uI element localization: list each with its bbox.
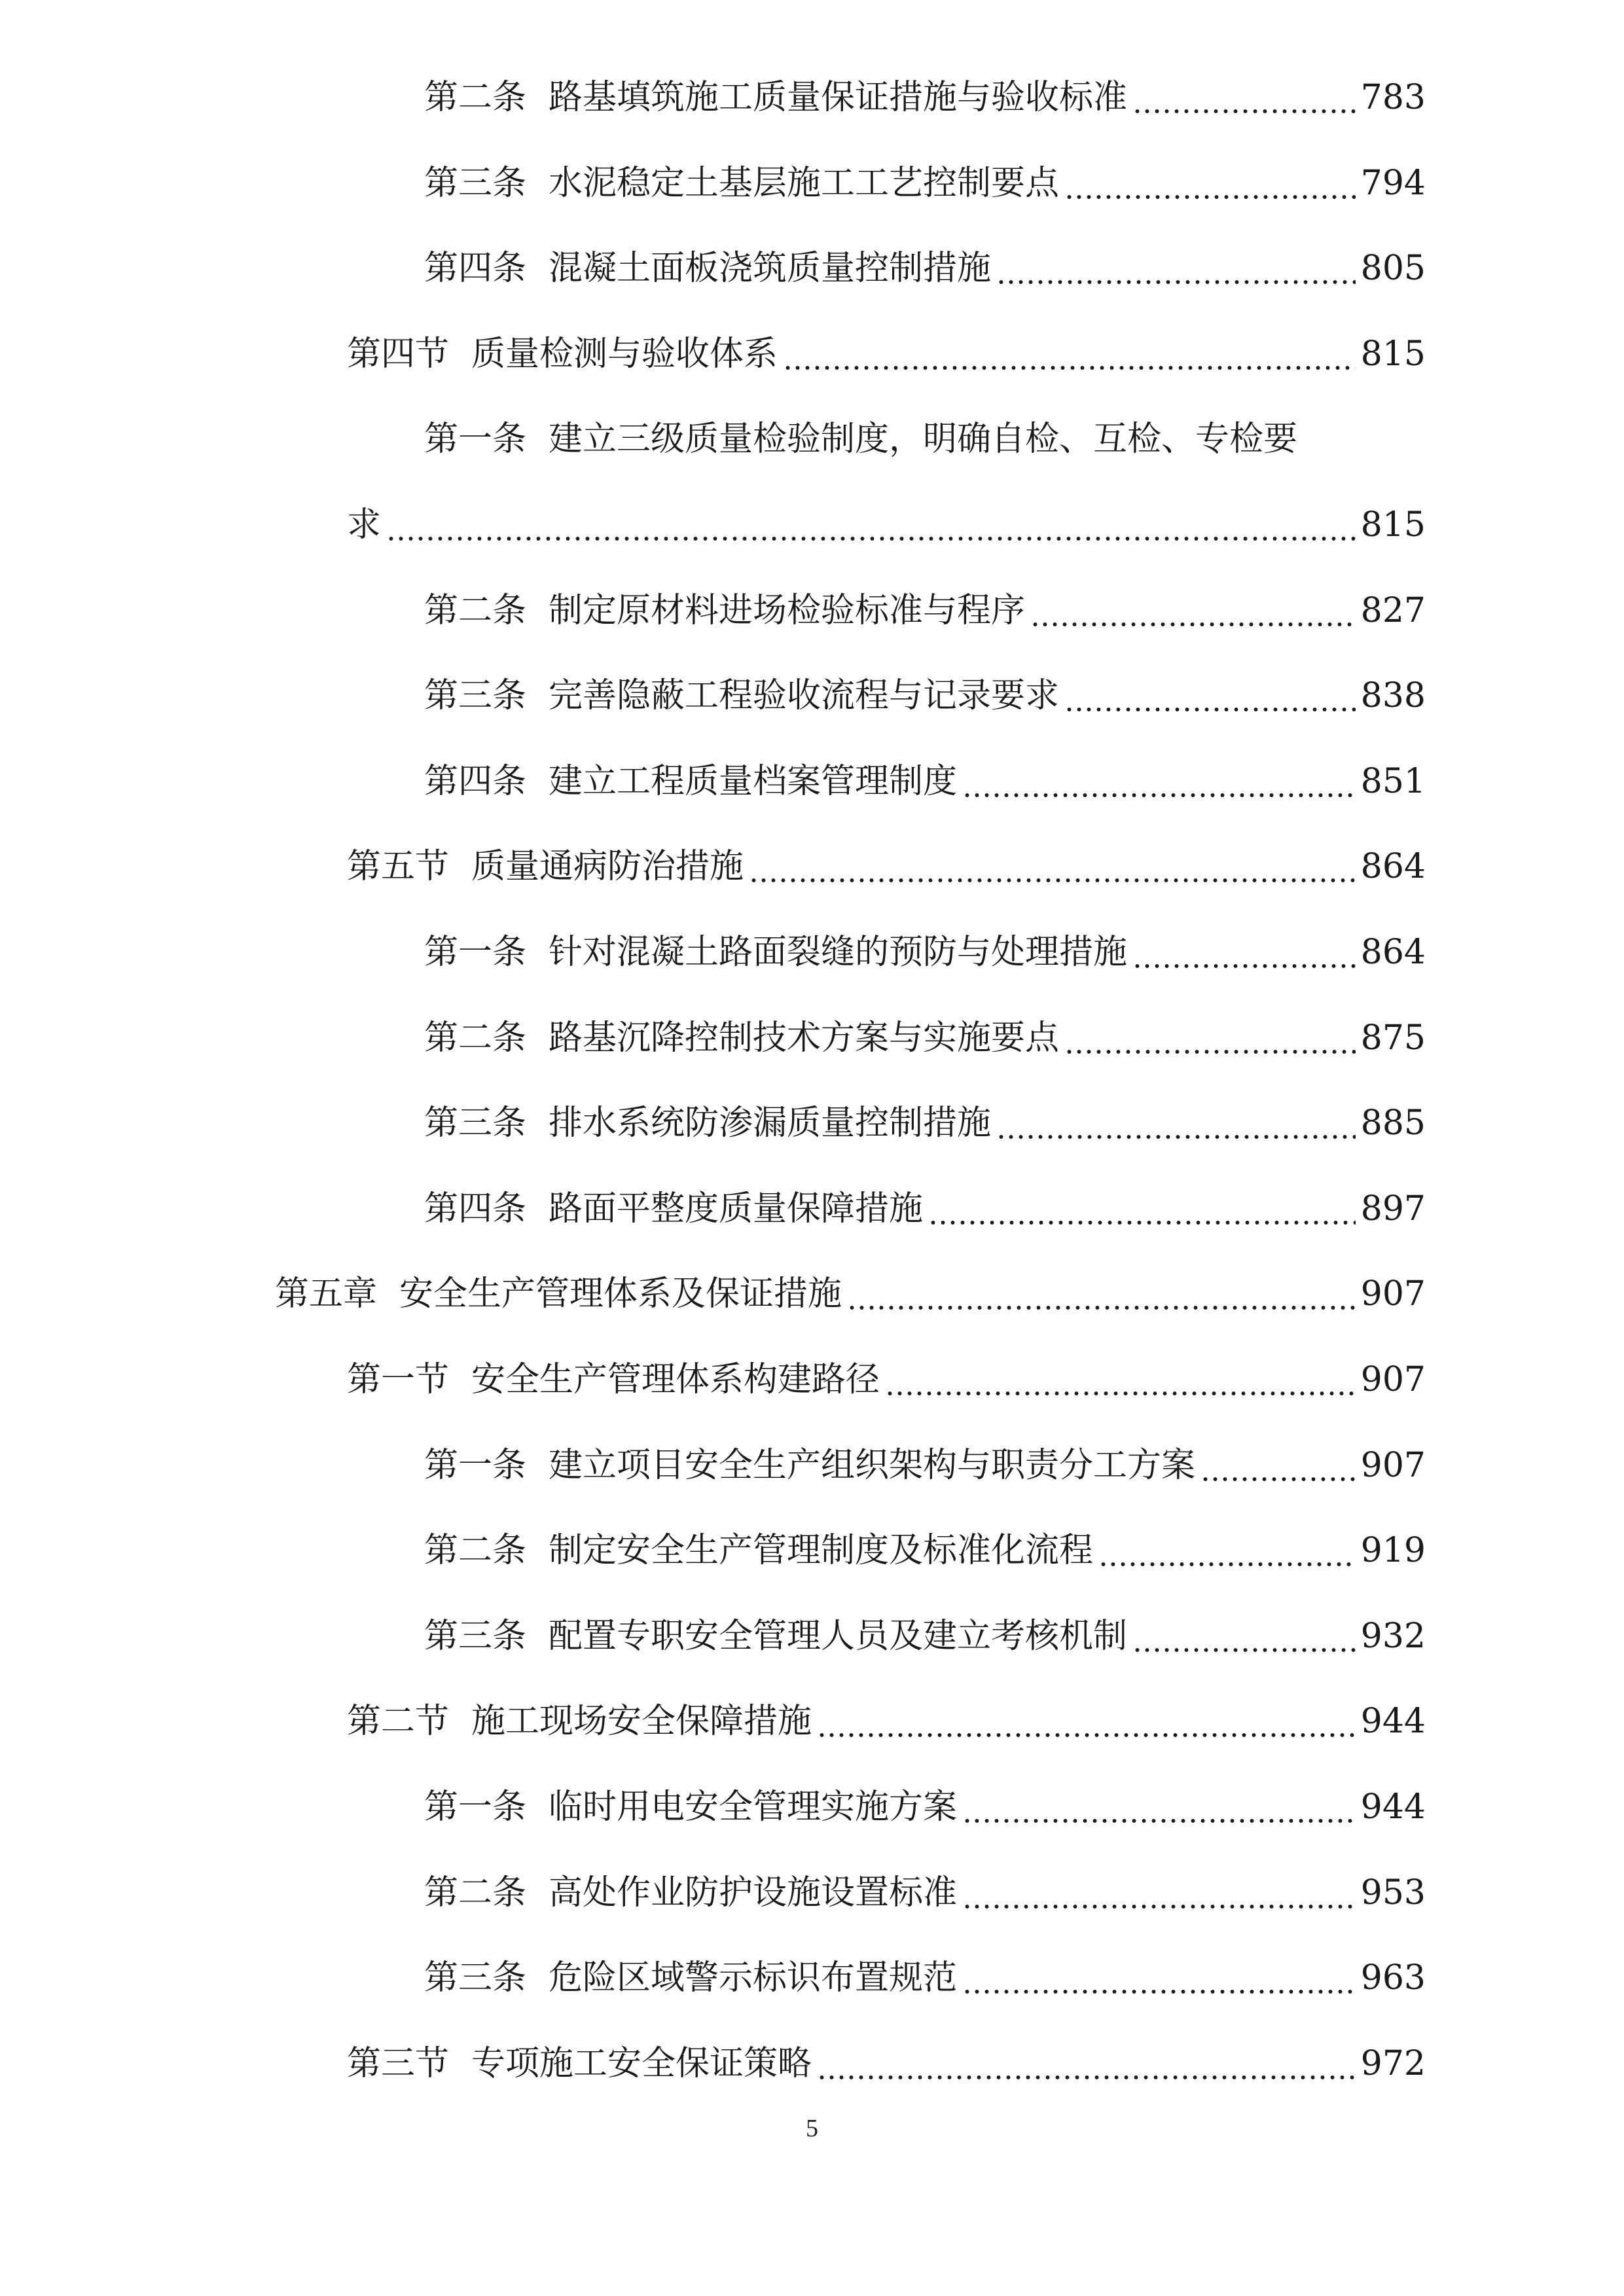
toc-dot-leader <box>962 1795 1356 1824</box>
toc-dot-leader <box>996 1111 1356 1140</box>
toc-entry-page: 953 <box>1360 1873 1426 1912</box>
toc-entry[interactable] <box>424 1003 1426 1058</box>
toc-dot-leader <box>1132 941 1356 969</box>
toc-entry[interactable] <box>424 1857 1426 1910</box>
toc-entry-page: 815 <box>1360 505 1426 545</box>
toc-dot-leader <box>1200 1454 1356 1482</box>
toc-dot-leader <box>817 1710 1356 1738</box>
toc-entry-title: 水泥稳定土基层施工工艺控制要点 <box>549 163 1060 203</box>
toc-dot-leader <box>817 2052 1356 2081</box>
toc-entry[interactable] <box>424 746 1426 801</box>
toc-entry[interactable] <box>424 1515 1426 1571</box>
toc-entry[interactable] <box>424 62 1426 115</box>
toc-entry[interactable] <box>424 1174 1426 1229</box>
toc-entry[interactable] <box>424 1943 1426 1998</box>
toc-entry-page: 944 <box>1360 1702 1426 1742</box>
toc-entry-page: 907 <box>1360 1274 1426 1314</box>
toc-entry-number: 第五节 <box>347 847 450 887</box>
toc-entry-title: 混凝土面板浇筑质量控制措施 <box>549 249 992 289</box>
toc-dot-leader <box>847 1282 1356 1311</box>
page-number: 5 <box>806 2115 818 2142</box>
toc-entry-title: 完善隐蔽工程验收流程与记录要求 <box>549 676 1060 716</box>
toc-entry-page: 864 <box>1360 847 1426 887</box>
toc-dot-leader <box>1064 684 1356 713</box>
toc-entry-number: 第二条 <box>424 590 527 630</box>
toc-entry-page: 794 <box>1360 163 1426 203</box>
toc-entry[interactable] <box>424 1430 1426 1485</box>
toc-dot-leader <box>749 855 1356 884</box>
toc-dot-leader <box>962 1966 1356 1995</box>
toc-entry-title: 质量检测与验收体系 <box>471 334 778 374</box>
toc-entry-title: 路基填筑施工质量保证措施与验收标准 <box>549 78 1128 117</box>
toc-entry[interactable] <box>347 1344 1426 1397</box>
toc-entry-page: 815 <box>1360 334 1426 374</box>
toc-entry-title: 建立三级质量检验制度，明确自检、互检、专检要 <box>549 420 1298 459</box>
toc-entry-page: 864 <box>1360 933 1426 972</box>
toc-entry-title: 建立项目安全生产组织架构与职责分工方案 <box>549 1445 1196 1485</box>
toc-dot-leader <box>783 342 1356 371</box>
toc-entry-title: 质量通病防治措施 <box>471 847 744 887</box>
toc-entry-page: 963 <box>1360 1958 1426 1998</box>
toc-entry-page: 885 <box>1360 1103 1426 1143</box>
toc-entry-page: 972 <box>1360 2043 1426 2083</box>
toc-entry-page: 897 <box>1360 1189 1426 1229</box>
toc-dot-leader <box>885 1368 1356 1397</box>
toc-entry[interactable] <box>424 917 1426 972</box>
toc-entry-number: 第二条 <box>424 78 527 117</box>
toc-entry-title: 配置专职安全管理人员及建立考核机制 <box>549 1616 1128 1656</box>
toc-entry-page: 827 <box>1360 590 1426 630</box>
toc-entry-title: 高处作业防护设施设置标准 <box>549 1873 958 1912</box>
toc-entry[interactable] <box>424 1601 1426 1656</box>
toc-entry-title: 临时用电安全管理实施方案 <box>549 1787 958 1827</box>
toc-entry-number: 第一条 <box>424 933 527 972</box>
toc-dot-leader <box>1030 599 1356 628</box>
toc-entry-title: 建立工程质量档案管理制度 <box>549 761 958 801</box>
toc-entry-page: 907 <box>1360 1360 1426 1399</box>
toc-entry-title: 安全生产管理体系构建路径 <box>471 1360 880 1399</box>
toc-entry[interactable] <box>424 575 1426 628</box>
toc-entry-line <box>424 404 1426 459</box>
toc-dot-leader <box>962 770 1356 798</box>
toc-entry[interactable] <box>424 1772 1426 1827</box>
toc-dot-leader <box>962 1881 1356 1910</box>
toc-entry[interactable] <box>347 831 1426 887</box>
toc-entry-number: 第二条 <box>424 1018 527 1058</box>
toc-entry-number: 第四节 <box>347 334 450 374</box>
toc-entry-number: 第一节 <box>347 1360 450 1399</box>
toc-entry-title: 排水系统防渗漏质量控制措施 <box>549 1103 992 1143</box>
toc-entry[interactable] <box>424 233 1426 289</box>
toc-entry-number: 第五章 <box>275 1274 378 1314</box>
toc-entry-page: 783 <box>1360 78 1426 117</box>
toc-entry-number: 第三条 <box>424 163 527 203</box>
toc-entry-number: 第一条 <box>424 1445 527 1485</box>
toc-dot-leader <box>928 1197 1356 1226</box>
toc-entry-title: 施工现场安全保障措施 <box>471 1702 812 1742</box>
toc-entry-page: 907 <box>1360 1445 1426 1485</box>
toc-entry-number: 第一条 <box>424 420 527 459</box>
toc-entry-page: 838 <box>1360 676 1426 716</box>
toc-entry-title: 制定安全生产管理制度及标准化流程 <box>549 1531 1094 1571</box>
toc-entry-title: 危险区域警示标识布置规范 <box>549 1958 958 1998</box>
toc-entry-title: 安全生产管理体系及保证措施 <box>399 1274 842 1314</box>
toc-entry-number: 第四条 <box>424 249 527 289</box>
toc-entry-number: 第四条 <box>424 761 527 801</box>
toc-dot-leader <box>1064 171 1356 200</box>
toc-entry-page: 805 <box>1360 249 1426 289</box>
toc-entry-page: 919 <box>1360 1531 1426 1571</box>
toc-entry-title: 专项施工安全保证策略 <box>471 2043 812 2083</box>
toc-entry-number: 第三条 <box>424 1958 527 1998</box>
toc-entry-number: 第四条 <box>424 1189 527 1229</box>
toc-entry-title: 路面平整度质量保障措施 <box>549 1189 924 1229</box>
toc-entry[interactable] <box>347 319 1426 374</box>
toc-entry-number: 第二节 <box>347 1702 450 1742</box>
toc-entry-title: 路基沉降控制技术方案与实施要点 <box>549 1018 1060 1058</box>
toc-entry-page: 932 <box>1360 1616 1426 1656</box>
toc-entry[interactable] <box>275 1259 1426 1314</box>
toc-dot-leader <box>1132 1624 1356 1653</box>
toc-dot-leader <box>1132 86 1356 115</box>
toc-dot-leader <box>386 513 1356 542</box>
toc-entry-title: 制定原材料进场检验标准与程序 <box>549 590 1026 630</box>
toc-entry-number: 第三条 <box>424 1616 527 1656</box>
toc-entry-page: 944 <box>1360 1787 1426 1827</box>
toc-entry-line <box>347 490 1426 545</box>
toc-entry[interactable] <box>424 660 1426 716</box>
toc-entry-title-continuation: 求 <box>347 505 382 545</box>
toc-entry-number: 第一条 <box>424 1787 527 1827</box>
toc-entry[interactable] <box>424 148 1426 203</box>
toc-entry-number: 第二条 <box>424 1531 527 1571</box>
toc-entry-page: 851 <box>1360 761 1426 801</box>
toc-entry-number: 第二条 <box>424 1873 527 1912</box>
toc-dot-leader <box>1098 1539 1356 1568</box>
toc-entry-number: 第三条 <box>424 1103 527 1143</box>
toc-entry[interactable] <box>347 2028 1426 2081</box>
toc-entry-number: 第三节 <box>347 2043 450 2083</box>
toc-entry-number: 第三条 <box>424 676 527 716</box>
toc-entry[interactable] <box>424 1088 1426 1143</box>
toc-entry[interactable] <box>347 1686 1426 1742</box>
toc-dot-leader <box>1064 1026 1356 1055</box>
toc-entry-title: 针对混凝土路面裂缝的预防与处理措施 <box>549 933 1128 972</box>
toc-dot-leader <box>996 257 1356 285</box>
toc-entry-page: 875 <box>1360 1018 1426 1058</box>
